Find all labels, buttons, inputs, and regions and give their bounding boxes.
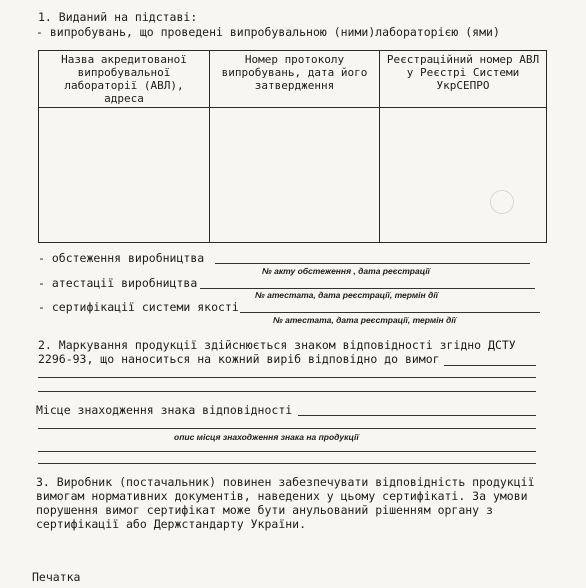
attestation-line[interactable]: [200, 288, 535, 289]
certification-caption: № атестата, дата реєстрації, термін дії: [273, 315, 456, 325]
section3-line3: порушення вимог сертифікат може бути анульований рішенням органу з: [36, 503, 493, 517]
section1-heading: 1. Виданий на підставі:: [38, 10, 198, 24]
col-protocol-number: Номер протоколу випробувань, дата його затвердження: [210, 51, 380, 108]
requirements-line[interactable]: [444, 365, 536, 366]
requirements-line-2[interactable]: [38, 377, 536, 378]
col-registration-number: Реєстраційний номер АВЛ у Реєстрі Системи УкрСЕПРО: [380, 51, 547, 108]
attestation-caption: № атестата, дата реєстрації, термін дії: [255, 290, 438, 300]
cell-registration-number[interactable]: [380, 108, 547, 243]
attestation-label: - атестації виробництва: [38, 276, 198, 290]
certification-line[interactable]: [240, 312, 540, 313]
mark-place-line-4[interactable]: [38, 463, 536, 464]
section2-line1: 2. Маркування продукції здійснюється знаком відповідності згідно ДСТУ: [38, 338, 516, 352]
requirements-line-3[interactable]: [38, 391, 536, 392]
labs-table-header-row: [39, 51, 547, 108]
col-lab-name: Назва акредитованої випробувальної лабораторії (АВЛ), адреса: [39, 51, 210, 108]
inspection-caption: № акту обстеження , дата реєстрації: [262, 266, 430, 276]
section3-line4: сертифікації або Держстандарту України.: [36, 517, 307, 531]
inspection-label: - обстеження виробництва: [38, 251, 205, 265]
faint-stamp-mark: [490, 190, 514, 214]
mark-place-line-2[interactable]: [38, 428, 536, 429]
cell-lab-name[interactable]: [39, 108, 210, 243]
cell-protocol-number[interactable]: [210, 108, 380, 243]
section3-line2: вимогам нормативних документів, наведених у цьому сертифікаті. За умови: [36, 489, 528, 503]
inspection-line[interactable]: [215, 263, 530, 264]
section3-line1: 3. Виробник (постачальник) повинен забезпечувати відповідність продукції: [36, 475, 535, 489]
section1-tests-line: - випробувань, що проведені випробувальною (ними)лабораторією (ями): [36, 25, 500, 39]
labs-table-row: [39, 108, 547, 243]
labs-table: [38, 50, 547, 243]
mark-place-caption: опис місця знаходження знака на продукції: [174, 432, 359, 442]
mark-place-line-3[interactable]: [38, 451, 536, 452]
section2-line2: 2296-93, що наноситься на кожний виріб відповідно до вимог: [38, 352, 440, 366]
mark-place-line[interactable]: [298, 415, 536, 416]
certification-label: - сертифікації системи якості: [38, 300, 239, 314]
mark-place-label: Місце знаходження знака відповідності: [36, 403, 293, 417]
stamp-label: Печатка: [32, 570, 81, 584]
